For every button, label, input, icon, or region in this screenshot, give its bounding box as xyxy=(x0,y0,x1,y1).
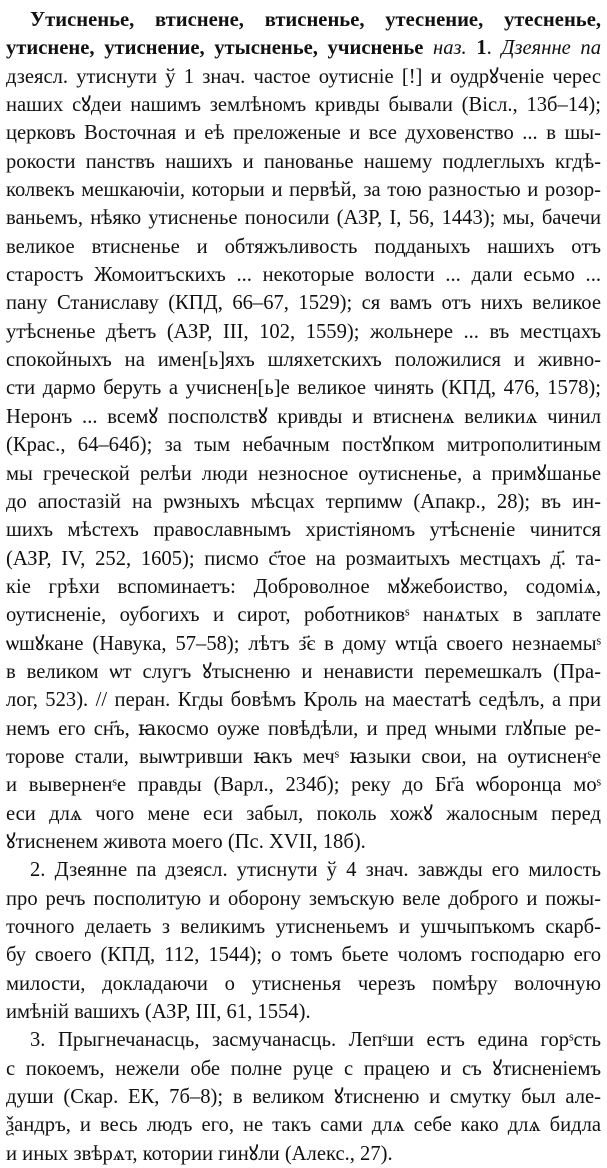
text-line: Неронъ ... всемꙋ посполствꙋ кривды и втисненѧ великиѧ чинил xyxy=(6,405,601,428)
text-line: ѡшꙋкане (Навука, 57–58); лѣтъ з҃є в дому ѡтц҃а своего незнаемыˢ xyxy=(6,632,601,655)
entry-headword-line-2: утиснене, утиснение, утысненье, учисненье наз. 1. Дзеянне па xyxy=(6,37,602,60)
sense-definition-1: Дзеянне па xyxy=(501,37,602,60)
text-line: пану Станиславу (КПД, 66–67, 1529); ся вамъ отъ нихъ великое xyxy=(6,292,601,315)
text-line: утѣсненье дѣетъ (АЗР, III, 102, 1559); жольнере ... въ местцахъ xyxy=(6,320,601,343)
text-line: старостъ Жомоитъскихъ ... некоторые волости ... дали есьмо ... xyxy=(6,264,601,287)
text-line: спокойныхъ на имен[ь]яхъ шляхетскихъ положилися и живно- xyxy=(6,349,601,372)
text-line: с покоемъ, нежели обе полне руце с працею и съ ꙋтисненіемъ xyxy=(6,1057,601,1080)
text-line: кіе грѣхи вспоминаетъ: Доброволное мꙋжебоиство, содоміѧ, xyxy=(6,575,601,598)
text-line: колвекъ мешкаючіи, которыи и первѣй, за тою разностью и розор- xyxy=(6,179,601,202)
sense-3-start: 3. Прыгнечанасць, засмучанасць. Лепˢши естъ едина горˢсть xyxy=(30,1029,601,1052)
text-line: немъ его сн҃ъ, ꙗкосмо оуже повѣдѣли, и пред ѡными глꙋпые ре- xyxy=(6,717,601,740)
text-line: точного делаеть з великимъ утисненьемъ и ушчыпъкомъ скарб- xyxy=(6,916,601,938)
text-line: и выверненˢе правды (Варл., 234б); реку до Бг҃а ѡборонца моˢ xyxy=(6,774,601,797)
sense-number-1: 1 xyxy=(476,37,487,60)
text-line: мы греческой релѣи люди незносное оутисненье, а примꙋшанье xyxy=(6,462,601,485)
text-line: великое втисненье и обтяжъливость подданыхъ нашихъ отъ xyxy=(6,235,601,258)
text-line: до апостазій на рѡзныхъ мѣсцах терпимѡ (Апакр., 28); въ ин- xyxy=(6,490,601,513)
text-line: сти дармо беруть а учиснен[ь]е великое чинять (КПД, 476, 1578); xyxy=(6,377,601,400)
text-line: милости, докладаючи о утисненья черезъ помѣру волочную xyxy=(6,972,601,995)
text-line: оутисненіе, оубогихъ и сирот, роботниковˢ нанѧтых в заплате xyxy=(6,604,601,627)
text-line: шихъ мѣстехъ православнымъ христіяномъ утѣсненіе чинится xyxy=(6,519,601,542)
text-line: церковъ Восточная и еѣ преложеные и все духовенство ... в шы- xyxy=(6,122,601,145)
headword-pos: наз. xyxy=(432,37,467,60)
text-line: ꙋтисненем живота моего (Пс. XVII, 18б). xyxy=(6,830,366,853)
text-line: дзеясл. утиснути ў 1 знач. частое оутисніе [!] и оудрꙋченіе черес xyxy=(6,65,601,88)
headword-variants-1: Утисненье, втиснене, втисненье, утеснение, утесненье, xyxy=(30,9,601,31)
entry-headword-line-1 xyxy=(6,6,601,34)
text-line: души (Скар. ЕК, 7б–8); в великом ꙋтисненю и смутку был але- xyxy=(6,1086,601,1109)
text-line: и иных звѣрѧт, котории гинꙋли (Алекс., 27). xyxy=(6,1142,393,1165)
text-line: (Крас., 64–64б); за тым небачным постꙋпком митрополитиным xyxy=(6,434,601,457)
text-line: ѯандръ, и весь людъ его, не такъ сами длѧ себе како длѧ бидла xyxy=(6,1114,601,1137)
headword-variants-2: утиснене, утиснение, утысненье, учисненье xyxy=(6,37,424,60)
text-line: еси длѧ чого мене еси забыл, поколь хожꙋ жалосным перед xyxy=(6,802,601,825)
sense-2-start: 2. Дзеянне па дзеясл. утиснути ў 4 знач. завжды его милость xyxy=(30,859,601,882)
text-line: бу своего (КПД, 112, 1544); о томъ бьете чоломъ господарю его xyxy=(6,944,601,967)
text-line: про речъ посполитую и оборону земъскую веле доброго и пожы- xyxy=(6,887,601,910)
text-line: (АЗР, IV, 252, 1605); писмо с҃тое на розмаитыхъ местцахъ д҃. та- xyxy=(6,547,601,570)
text-line: торове стали, выѡтривши ꙗкъ мечˢ ꙗзыки свои, на оутисненˢе xyxy=(6,745,601,768)
text-line: наших сꙋдеи нашимъ землѣномъ кривды бывали (Вісл., 13б–14); xyxy=(6,94,601,117)
text-line: имѣній вашихъ (АЗР, III, 61, 1554). xyxy=(6,1001,311,1024)
text-line: в великом ѡт слугъ ꙋтысненю и ненависти перемешкалъ (Пра- xyxy=(6,660,601,683)
text-line: лог, 523). // перан. Кгды бовѣмъ Кроль на маестатѣ седѣлъ, а при xyxy=(6,689,601,712)
text-line: рокости панствъ нашихъ и панованье нашему подлеглыхъ кгдѣ- xyxy=(6,150,601,173)
text-line: ваньемъ, нѣяко утисненье поносили (АЗР, I, 56, 1443); мы, бачечи xyxy=(6,207,601,230)
